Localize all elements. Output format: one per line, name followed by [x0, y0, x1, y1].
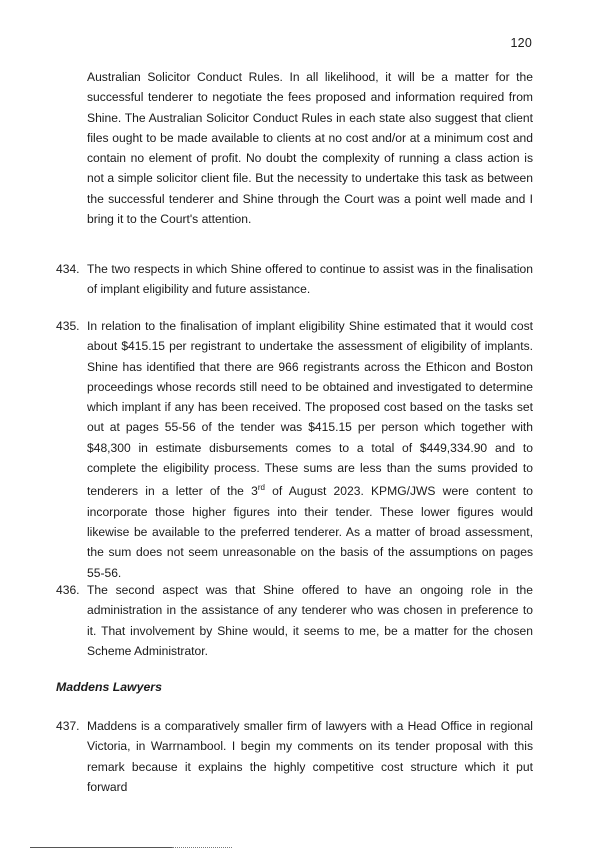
footer-rule [30, 847, 172, 848]
paragraph-text: Maddens is a comparatively smaller firm of lawyers with a Head Office in regional Victoria, in Warrnambool. I begin my comments on its tender proposal with this remark because it explains the highly competitive cost structure which it put forward [87, 719, 533, 794]
continued-paragraph: Australian Solicitor Conduct Rules. In all likelihood, it will be a matter for the successful tenderer to negotiate the fees proposed and information required from Shine. The Australian Solicitor Conduct Rules in each state also suggest that client files ought to be made available to clients at no cost and/or at a minimum cost and contain no element of profit. No doubt the complexity of running a class action is not a simple solicitor client file. But the necessity to undertake this task as between the successful tenderer and Shine through the Court was a point well made and I bring it to the Court's attention. [87, 70, 533, 227]
paragraph-number: 436. [56, 583, 80, 597]
paragraph-number: 434. [56, 262, 80, 276]
paragraph-text-part: In relation to the finalisation of implant eligibility Shine estimated that it would cost about $415.15 per registrant to undertake the assessment of eligibility of implants. Shine has identified that there are 966 registrants across the Ethicon and Boston proceedings whose records still need to be obtained and investigated to determine which implant if any has been received. The proposed cost based on the tasks set out at pages 55-56 of the tender was $415.15 per person which together with $48,300 in estimate disbursements comes to a total of $449,334.90 and to complete the eligibility process. These sums are less than the sums provided to tenderers in a letter of the 3 [87, 319, 533, 499]
paragraph-437 [56, 716, 533, 797]
footer-rule-dotted [172, 847, 232, 848]
paragraph-434 [56, 259, 533, 300]
paragraph-text: The second aspect was that Shine offered to have an ongoing role in the administration in the assistance of any tenderer who was chosen in preference to it. That involvement by Shine would, it seems to me, be a matter for the chosen Scheme Administrator. [87, 583, 533, 658]
paragraph-435 [56, 316, 533, 583]
paragraph-text: The two respects in which Shine offered to continue to assist was in the finalisation of implant eligibility and future assistance. [87, 262, 533, 297]
paragraph-text [87, 316, 533, 583]
paragraph-number: 435. [56, 319, 80, 333]
page-number: 120 [510, 36, 532, 50]
paragraph-436 [56, 580, 533, 661]
ordinal-superscript: rd [257, 483, 265, 493]
paragraph-text-part: of August 2023. KPMG/JWS were content to incorporate those higher figures into their tender. These lower figures would likewise be available to the preferred tenderer. As a matter of broad assessment, the sum does not seem unreasonable on the basis of the assumptions on pages 55-56. [87, 484, 533, 580]
section-heading: Maddens Lawyers [56, 680, 162, 694]
paragraph-number: 437. [56, 719, 80, 733]
